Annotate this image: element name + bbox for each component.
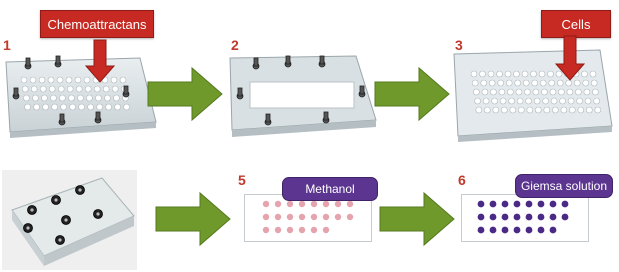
well-dot	[21, 77, 27, 83]
well-dot	[526, 98, 532, 104]
well-dot	[543, 98, 549, 104]
well-dot	[594, 98, 600, 104]
well-dot	[263, 227, 269, 233]
arrow-4-to-5	[156, 193, 230, 245]
step-5-slide	[244, 194, 372, 242]
step-4-device-photo	[2, 170, 137, 270]
well-dot	[526, 214, 533, 221]
well-dot	[561, 107, 567, 113]
well-dot	[473, 89, 479, 95]
well-dot	[299, 227, 305, 233]
well-dot	[514, 71, 520, 77]
well-dot	[275, 227, 281, 233]
well-dot	[323, 227, 329, 233]
well-dot	[538, 201, 545, 208]
well-dot	[323, 201, 329, 207]
well-dot	[569, 107, 575, 113]
well-dot	[568, 98, 574, 104]
well-dot	[489, 80, 495, 86]
well-dot	[103, 86, 109, 92]
step-3-device-image	[450, 36, 616, 144]
well-dot	[275, 201, 281, 207]
well-dot	[104, 95, 110, 101]
well-dot	[263, 201, 269, 207]
well-dot	[577, 98, 583, 104]
well-dot	[482, 89, 488, 95]
well-dot	[533, 89, 539, 95]
well-dot	[526, 201, 533, 208]
well-dot	[505, 71, 511, 77]
well-dot	[478, 214, 485, 221]
well-dot	[516, 89, 522, 95]
step-3-number: 3	[455, 37, 463, 53]
well-dot	[492, 98, 498, 104]
well-dot	[70, 104, 76, 110]
well-dot	[509, 98, 515, 104]
well-dot	[106, 104, 112, 110]
well-dot	[57, 77, 63, 83]
well-dot	[527, 107, 533, 113]
well-dot	[499, 89, 505, 95]
well-dot	[538, 214, 545, 221]
well-dot	[481, 80, 487, 86]
well-dot	[550, 89, 556, 95]
well-dot	[578, 107, 584, 113]
well-dot	[538, 227, 545, 234]
well-dot	[514, 214, 521, 221]
well-dot	[498, 80, 504, 86]
arrow-1-to-2	[148, 68, 222, 120]
well-dot	[595, 107, 601, 113]
well-dot	[558, 89, 564, 95]
well-dot	[25, 104, 31, 110]
well-dot	[68, 95, 74, 101]
well-dot	[67, 86, 73, 92]
well-dot	[85, 86, 91, 92]
well-dot	[66, 77, 72, 83]
well-dot	[490, 201, 497, 208]
well-dot	[534, 98, 540, 104]
step-6-slide	[461, 194, 589, 242]
step-2-device-image	[226, 50, 381, 140]
well-dot	[507, 89, 513, 95]
well-dot	[490, 227, 497, 234]
well-dot	[275, 214, 281, 220]
arrow-2-to-3	[375, 68, 449, 120]
well-dot	[506, 80, 512, 86]
methanol-label: Methanol	[282, 177, 378, 201]
well-dot	[548, 71, 554, 77]
well-dot	[115, 104, 121, 110]
chemoattractans-label: Chemoattractans	[40, 10, 154, 38]
well-dot	[287, 214, 293, 220]
well-dot	[567, 89, 573, 95]
well-dot	[483, 98, 489, 104]
well-dot	[347, 201, 353, 207]
well-dot	[539, 71, 545, 77]
well-dot	[490, 89, 496, 95]
well-dot	[522, 71, 528, 77]
well-dot	[30, 77, 36, 83]
well-dot	[574, 80, 580, 86]
well-dot	[299, 201, 305, 207]
well-dot	[323, 214, 329, 220]
well-dot	[550, 201, 557, 208]
well-dot	[549, 80, 555, 86]
well-dot	[583, 80, 589, 86]
well-dot	[472, 80, 478, 86]
well-dot	[95, 95, 101, 101]
well-dot	[493, 107, 499, 113]
well-dot	[540, 80, 546, 86]
well-dot	[502, 214, 509, 221]
well-dot	[88, 104, 94, 110]
well-dot	[532, 80, 538, 86]
well-dot	[77, 95, 83, 101]
well-dot	[347, 214, 353, 220]
well-dot	[311, 214, 317, 220]
well-dot	[50, 95, 56, 101]
step-5-number: 5	[238, 172, 246, 188]
well-dot	[523, 80, 529, 86]
well-dot	[490, 214, 497, 221]
well-dot	[562, 214, 569, 221]
well-dot	[478, 227, 485, 234]
step-6-number: 6	[458, 172, 466, 188]
well-dot	[510, 107, 516, 113]
well-dot	[544, 107, 550, 113]
well-dot	[59, 95, 65, 101]
well-dot	[84, 77, 90, 83]
well-dot	[560, 98, 566, 104]
well-dot	[34, 104, 40, 110]
well-dot	[586, 107, 592, 113]
well-dot	[552, 107, 558, 113]
well-dot	[86, 95, 92, 101]
well-dot	[562, 201, 569, 208]
well-dot	[39, 77, 45, 83]
well-dot	[526, 227, 533, 234]
step-1-device-image	[0, 40, 160, 140]
well-dot	[112, 86, 118, 92]
well-dot	[501, 107, 507, 113]
well-dot	[557, 80, 563, 86]
well-dot	[541, 89, 547, 95]
well-dot	[502, 201, 509, 208]
well-dot	[514, 227, 521, 234]
well-dot	[566, 80, 572, 86]
well-dot	[41, 95, 47, 101]
well-dot	[335, 201, 341, 207]
well-dot	[94, 86, 100, 92]
well-dot	[287, 227, 293, 233]
well-dot	[524, 89, 530, 95]
well-dot	[79, 104, 85, 110]
well-dot	[31, 86, 37, 92]
cells-label: Cells	[541, 10, 611, 38]
well-dot	[52, 104, 58, 110]
well-dot	[551, 98, 557, 104]
arrow-5-to-6	[380, 193, 454, 245]
well-dot	[49, 86, 55, 92]
well-dot	[111, 77, 117, 83]
well-dot	[43, 104, 49, 110]
well-dot	[584, 89, 590, 95]
well-dot	[591, 80, 597, 86]
well-dot	[484, 107, 490, 113]
well-dot	[113, 95, 119, 101]
well-dot	[531, 71, 537, 77]
well-dot	[590, 71, 596, 77]
well-dot	[263, 214, 269, 220]
well-dot	[517, 98, 523, 104]
well-dot	[287, 201, 293, 207]
well-dot	[124, 104, 130, 110]
well-dot	[23, 95, 29, 101]
well-dot	[535, 107, 541, 113]
step-1-number: 1	[3, 37, 11, 53]
well-dot	[500, 98, 506, 104]
well-dot	[61, 104, 67, 110]
well-dot	[478, 201, 485, 208]
well-dot	[475, 98, 481, 104]
giemsa-solution-label: Giemsa solution	[515, 174, 613, 198]
well-dot	[471, 71, 477, 77]
well-dot	[502, 227, 509, 234]
well-dot	[585, 98, 591, 104]
well-dot	[40, 86, 46, 92]
well-dot	[550, 227, 557, 234]
well-dot	[299, 214, 305, 220]
well-dot	[58, 86, 64, 92]
well-dot	[488, 71, 494, 77]
well-dot	[22, 86, 28, 92]
well-dot	[48, 77, 54, 83]
well-dot	[76, 86, 82, 92]
well-dot	[556, 71, 562, 77]
well-dot	[311, 227, 317, 233]
well-dot	[518, 107, 524, 113]
well-dot	[592, 89, 598, 95]
well-dot	[480, 71, 486, 77]
well-dot	[120, 77, 126, 83]
well-dot	[335, 214, 341, 220]
well-dot	[32, 95, 38, 101]
well-dot	[514, 201, 521, 208]
well-dot	[582, 71, 588, 77]
well-dot	[575, 89, 581, 95]
well-dot	[311, 201, 317, 207]
well-dot	[97, 104, 103, 110]
well-dot	[75, 77, 81, 83]
well-dot	[550, 214, 557, 221]
well-dot	[476, 107, 482, 113]
step-2-number: 2	[231, 37, 239, 53]
well-dot	[515, 80, 521, 86]
well-dot	[497, 71, 503, 77]
